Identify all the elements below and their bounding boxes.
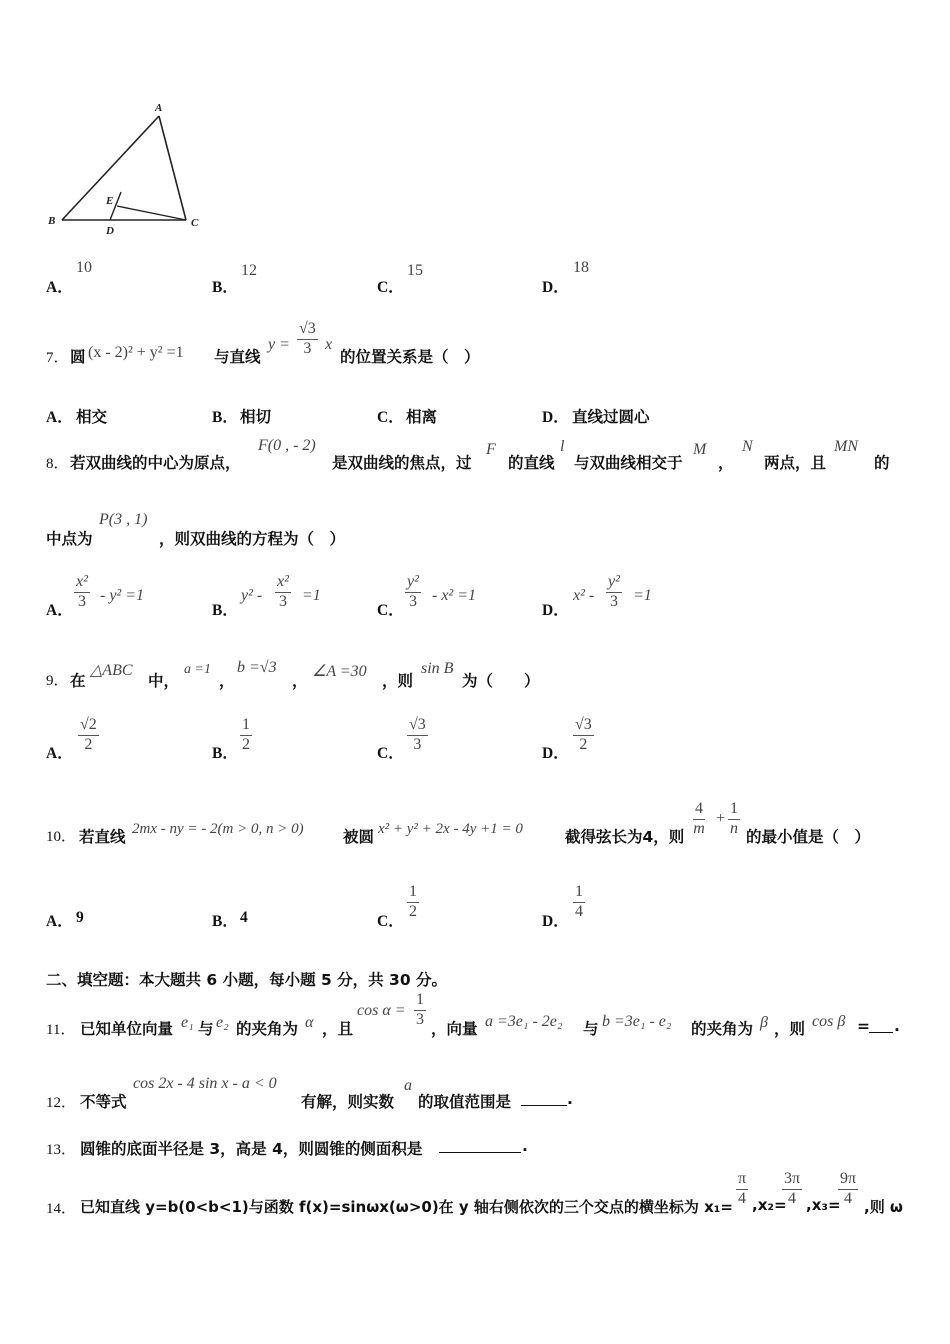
vertex-e-label: E: [106, 195, 114, 207]
q8-n-var: N: [742, 438, 753, 455]
section-2-heading: 二、填空题：本大题共 6 小题，每小题 5 分，共 30 分。: [46, 971, 448, 989]
q9-option-b-letter: B．: [212, 745, 238, 762]
q7-option-d-letter: D．: [542, 409, 569, 426]
q9-text-3: ，则: [382, 672, 414, 690]
q11-vector-b: b =3e₁ - e₂: [602, 1013, 672, 1030]
q9-option-a-frac: $\frac{√2}{2}$: [80, 716, 97, 753]
q11-beta: β: [760, 1014, 768, 1031]
q14-text-1: 已知直线 y=b(0<b<1)与函数 f(x)=sinωx(ω>0)在 y 轴右侧依次的三个交点的横坐标为 x₁=: [80, 1198, 733, 1216]
q9-text-1: 在: [70, 672, 86, 690]
q8-l-var: l: [560, 438, 565, 455]
q14-text-2: ,x₂=: [752, 1196, 787, 1214]
q7-text-3: 的位置关系是（ ）: [340, 348, 480, 366]
vertex-a-label: A: [155, 102, 163, 114]
q9-option-c-frac: $\frac{√3}{3}$: [409, 716, 426, 753]
q10-frac-4-m: $\frac{4}{m}$: [693, 800, 705, 837]
q11-number: 11．: [46, 1022, 76, 1038]
q8-text-4: 与双曲线相交于: [574, 454, 683, 472]
q7-circle-eq: (x - 2)² + y² =1: [88, 344, 184, 361]
q11-text-3: 的夹角为: [236, 1020, 299, 1038]
q14-text-3: ,x₃=: [806, 1196, 841, 1214]
q13-number: 13．: [46, 1142, 77, 1158]
q11-text-4: ，且: [322, 1020, 354, 1038]
q7-line-fraction: $\frac{√3}{3}$: [299, 320, 316, 357]
q8-option-b-pre: y² -: [241, 587, 263, 604]
q9-option-a-letter: A．: [46, 745, 73, 762]
q12-inequality: cos 2x - 4 sin x - a < 0: [133, 1075, 277, 1092]
q9-option-c-letter: C．: [377, 745, 404, 762]
q8-option-d-letter: D．: [542, 602, 569, 619]
q7-option-a-letter: A．: [46, 409, 73, 426]
q6-option-b-letter: B．: [212, 279, 238, 296]
q9-comma-2: ，: [292, 672, 308, 690]
q9-option-b-frac: $\frac{1}{2}$: [242, 716, 250, 753]
triangle-figure: [40, 95, 220, 240]
q10-option-a-letter: A．: [46, 913, 73, 930]
q11-vector-a: a =3e₁ - 2e₂: [485, 1013, 563, 1030]
q8-text-6: 的: [874, 454, 890, 472]
q11-text-1: 已知单位向量: [80, 1020, 174, 1038]
q8-text-7: 中点为: [46, 530, 93, 548]
q9-angle: ∠A =30: [312, 663, 367, 680]
q11-cos-beta: cos β: [812, 1013, 846, 1030]
q8-option-d-rest: =1: [633, 587, 652, 604]
q9-option-d-frac: $\frac{√3}{2}$: [575, 716, 592, 753]
q8-focus: F(0 , - 2): [258, 437, 316, 454]
q7-option-c-letter: C．: [377, 409, 404, 426]
q8-option-c-rest: - x² =1: [432, 587, 477, 604]
q8-option-a-frac: $\frac{\text{x²}}{3}$: [76, 573, 88, 610]
q12-text-2: 有解，则实数: [301, 1093, 395, 1111]
q6-option-a-letter: A．: [46, 279, 73, 296]
q8-number: 8．: [46, 456, 69, 472]
q10-option-b-text: 4: [240, 909, 248, 926]
q8-option-b-letter: B．: [212, 602, 238, 619]
q11-cos-alpha: cos α =: [357, 1002, 406, 1019]
q12-text-3: 的取值范围是: [418, 1093, 512, 1111]
q7-option-d-text: 直线过圆心: [572, 408, 650, 426]
q12-end: .: [567, 1090, 573, 1108]
q11-end: .: [894, 1017, 900, 1035]
q7-option-b-text: 相切: [240, 408, 272, 426]
q10-option-b-letter: B．: [212, 913, 238, 930]
q8-option-a-letter: A．: [46, 602, 73, 619]
q7-x: x: [325, 336, 333, 353]
q11-answer-blank[interactable]: [869, 1032, 893, 1033]
q10-option-d-letter: D．: [542, 913, 569, 930]
vertex-b-label: B: [48, 215, 56, 227]
q10-option-c-frac: $\frac{1}{2}$: [409, 883, 417, 920]
vertex-d-label: D: [106, 225, 114, 237]
q8-option-d-frac: $\frac{\text{y²}}{3}$: [608, 573, 620, 610]
q14-frac-x1: $\frac{\pi}{4}$: [738, 1170, 747, 1207]
q10-circle-eq: x² + y² + 2x - 4y +1 = 0: [378, 821, 523, 837]
q7-text-1: 圆: [70, 348, 86, 366]
q12-number: 12．: [46, 1095, 77, 1111]
q8-mn: MN: [834, 438, 858, 455]
q11-text-2: 与: [198, 1020, 214, 1038]
q11-alpha: α: [305, 1014, 314, 1031]
q9-option-d-letter: D．: [542, 745, 569, 762]
q13-text-1: 圆锥的底面半径是 3，高是 4，则圆锥的侧面积是: [80, 1140, 423, 1158]
q9-b: b =√3: [237, 659, 277, 676]
q9-text-2: 中，: [148, 672, 180, 690]
q11-e1: e₁: [181, 1014, 194, 1031]
q13-end: .: [522, 1137, 528, 1155]
q8-option-a-rest: - y² =1: [100, 587, 145, 604]
q9-text-4: 为（ ）: [462, 672, 540, 690]
q8-text-5: 两点，且: [764, 454, 827, 472]
q8-text-3: 的直线: [508, 454, 555, 472]
q8-f-var: F: [486, 441, 496, 458]
q8-comma: ，: [718, 454, 734, 472]
q8-text-8: ，则双曲线的方程为（ ）: [159, 530, 346, 548]
q10-option-a-text: 9: [76, 909, 84, 926]
q9-a: a =1: [184, 662, 211, 677]
q8-m-var: M: [693, 441, 707, 458]
q12-a: a: [404, 1077, 412, 1094]
q14-frac-x3: $\frac{9\pi}{4}$: [840, 1170, 857, 1207]
q9-comma-1: ，: [219, 672, 235, 690]
q7-den: 3: [303, 340, 312, 357]
q7-option-b-letter: B．: [212, 409, 238, 426]
q10-text-1: 若直线: [79, 828, 126, 846]
q7-option-a-text: 相交: [76, 408, 108, 426]
q12-answer-blank[interactable]: [521, 1105, 567, 1106]
q11-text-5: ，向量: [431, 1020, 478, 1038]
q11-e2: e₂: [216, 1014, 229, 1031]
q8-option-c-frac: $\frac{\text{y²}}{3}$: [407, 573, 419, 610]
q6-option-d-letter: D．: [542, 279, 569, 296]
q10-line-eq: 2mx - ny = - 2(m > 0, n > 0): [132, 821, 304, 837]
q8-text-1: 若双曲线的中心为原点，: [70, 454, 241, 472]
q7-number: 7．: [46, 350, 69, 366]
q6-option-c-value: 15: [407, 262, 423, 279]
q6-option-d-value: 18: [573, 259, 589, 276]
q9-sin-b: sin B: [421, 660, 454, 677]
q7-option-c-text: 相离: [406, 408, 438, 426]
q11-text-7: 的夹角为: [691, 1020, 754, 1038]
q9-number: 9．: [46, 673, 69, 689]
q8-option-d-pre: x² -: [573, 587, 595, 604]
q6-option-a-value: 10: [76, 259, 92, 276]
q14-text-4: ,则 ω: [864, 1198, 903, 1216]
q7-text-2: 与直线: [214, 348, 261, 366]
q7-sqrt3: 3: [307, 320, 316, 337]
q10-text-2: 被圆: [343, 828, 375, 846]
q8-option-b-rest: =1: [302, 587, 321, 604]
q10-option-d-frac: $\frac{1}{4}$: [575, 883, 583, 920]
q14-frac-x2: $\frac{3\pi}{4}$: [784, 1170, 801, 1207]
q11-cos-frac: $\frac{1}{3}$: [416, 991, 424, 1028]
q10-number: 10．: [46, 829, 77, 845]
q10-option-c-letter: C．: [377, 913, 404, 930]
q6-option-c-letter: C．: [377, 279, 404, 296]
q10-frac-1-n: $\frac{1}{n}$: [730, 800, 738, 837]
q9-triangle: △ABC: [90, 662, 133, 679]
q11-equals: =: [857, 1017, 870, 1035]
q10-plus: +: [716, 810, 726, 827]
q11-text-6: 与: [583, 1020, 599, 1038]
q8-text-2: 是双曲线的焦点，过: [332, 454, 472, 472]
q12-text-1: 不等式: [80, 1093, 127, 1111]
q13-answer-blank[interactable]: [439, 1152, 521, 1153]
q10-text-4: 的最小值是（ ）: [746, 828, 871, 846]
q14-number: 14．: [46, 1201, 77, 1217]
vertex-c-label: C: [191, 217, 199, 229]
q6-option-b-value: 12: [241, 262, 257, 279]
q10-text-3: 截得弦长为4，则: [565, 828, 685, 846]
q8-option-c-letter: C．: [377, 602, 404, 619]
q8-option-b-frac: $\frac{\text{x²}}{3}$: [277, 573, 289, 610]
q11-text-8: ，则: [774, 1020, 806, 1038]
q8-midpoint: P(3 , 1): [99, 511, 148, 528]
q7-line-lhs: y =: [268, 336, 290, 353]
